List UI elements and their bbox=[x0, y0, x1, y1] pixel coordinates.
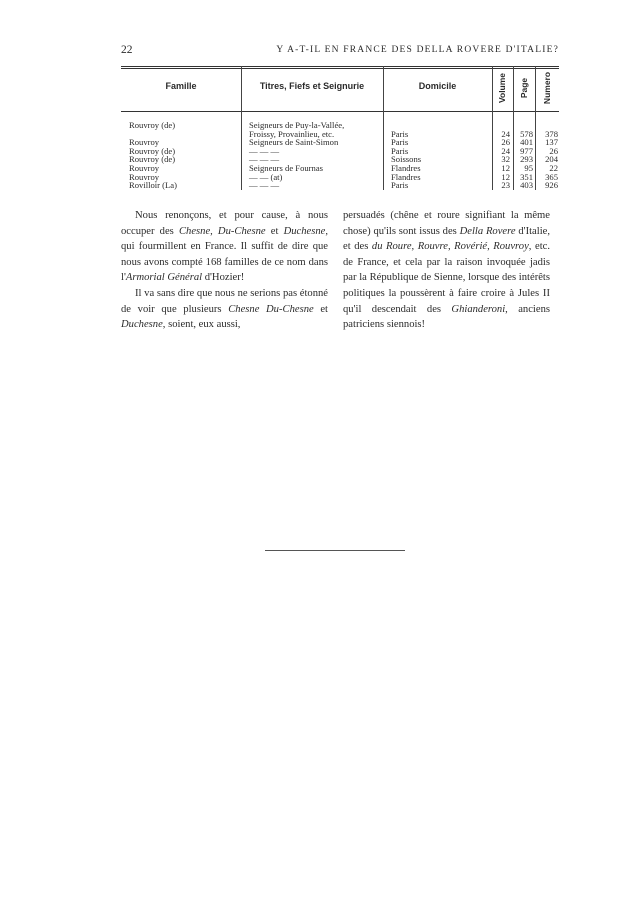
cell-volume: 32 bbox=[501, 154, 510, 165]
cell-famille: Rouvroy (de) bbox=[129, 145, 176, 156]
cell-page: 293 bbox=[520, 154, 533, 165]
text-run: , anciens patriciens siennois! bbox=[343, 303, 550, 331]
cell-domicile: Paris bbox=[391, 145, 409, 156]
cell-famille: Rovilloir (La) bbox=[129, 180, 177, 191]
cell-volume: 12 bbox=[501, 171, 510, 182]
cell-numero: 378 bbox=[545, 128, 558, 139]
cell-numero: 26 bbox=[549, 145, 558, 156]
text-run: , qui fourmillent en France. Il suffit de dire que nous avons compté 168 familles de ce nom dans l' bbox=[121, 225, 328, 284]
text-run: et bbox=[265, 225, 284, 237]
italic-run: Della Rovere bbox=[459, 225, 516, 237]
cell-volume: 26 bbox=[501, 137, 510, 148]
cell-titres: Seigneurs de Fournas bbox=[249, 163, 323, 173]
cell-volume: 12 bbox=[501, 163, 510, 173]
italic-run: Armorial Général bbox=[125, 272, 203, 284]
cell-page: 578 bbox=[520, 128, 533, 139]
cell-domicile: Paris bbox=[391, 180, 409, 191]
cell-domicile: Soissons bbox=[391, 154, 422, 165]
cell-numero: 137 bbox=[545, 137, 558, 148]
cell-domicile: Paris bbox=[391, 128, 409, 139]
text-run: Il va sans dire que nous ne serions pas étonné de voir que plusieurs bbox=[121, 287, 328, 315]
cell-titres: — — (at) bbox=[249, 171, 283, 182]
cell-page: 403 bbox=[520, 180, 533, 191]
italic-run: Ghianderoni bbox=[451, 303, 506, 315]
text-run: d'Italie, et des bbox=[343, 225, 550, 253]
cell-page: 401 bbox=[520, 137, 533, 148]
cell-titres: — — — bbox=[249, 180, 280, 191]
table-header-rule bbox=[121, 111, 559, 112]
text-column-left bbox=[121, 208, 328, 333]
cell-famille: Rouvroy bbox=[129, 163, 160, 173]
cell-famille: Rouvroy (de) bbox=[129, 154, 176, 165]
italic-run: du Roure, Rouvre, Rovérié, Rouvroy bbox=[371, 241, 529, 253]
header-page: Page bbox=[518, 77, 529, 99]
text-column-right bbox=[343, 208, 550, 333]
italic-run: Duchesne bbox=[121, 319, 163, 331]
text-run: , soient, eux aussi, bbox=[162, 319, 241, 331]
cell-titres: Seigneurs de Saint-Simon bbox=[249, 137, 339, 148]
cell-volume: 24 bbox=[501, 145, 510, 156]
cell-titres: — — — bbox=[249, 145, 280, 156]
italic-run: Chesne, Du-Chesne bbox=[178, 225, 266, 237]
cell-page: 977 bbox=[520, 145, 533, 156]
cell-numero: 204 bbox=[545, 154, 558, 165]
paragraph bbox=[121, 208, 328, 286]
page-number: 22 bbox=[121, 44, 133, 56]
table-row bbox=[121, 181, 559, 190]
cell-domicile: Flandres bbox=[391, 171, 421, 182]
paragraph bbox=[343, 208, 550, 333]
cell-page: 351 bbox=[520, 171, 533, 182]
cell-page: 95 bbox=[524, 163, 533, 173]
text-run: Nous renonçons, et pour cause, à nous occuper des bbox=[121, 210, 328, 237]
header-famille: Famille bbox=[165, 81, 197, 91]
cell-titres: — — — bbox=[249, 154, 280, 165]
genealogy-table bbox=[121, 66, 559, 190]
cell-volume: 23 bbox=[501, 180, 510, 191]
cell-numero: 22 bbox=[549, 163, 558, 173]
running-title: Y A-T-IL EN FRANCE DES DELLA ROVERE D'ITALIE? bbox=[276, 45, 559, 55]
running-header bbox=[121, 44, 559, 60]
header-volume: Volume bbox=[497, 72, 508, 104]
cell-famille: Rouvroy (de) bbox=[129, 120, 176, 130]
end-rule bbox=[265, 550, 405, 551]
text-run: persuadés (chêne et roure signifiant la même chose) qu'ils sont issus des bbox=[343, 210, 550, 237]
header-domicile: Domicile bbox=[418, 81, 457, 91]
cell-famille: Rouvroy bbox=[129, 137, 160, 148]
text-run: d'Hozier! bbox=[202, 272, 245, 284]
cell-famille: Rouvroy bbox=[129, 171, 160, 182]
cell-titres: Froissy, Provainlieu, etc. bbox=[249, 128, 335, 139]
table-top-rule bbox=[121, 66, 559, 67]
cell-titres: Seigneurs de Puy-la-Vallée, bbox=[249, 120, 345, 130]
cell-volume: 24 bbox=[501, 128, 510, 139]
header-numero: Numero bbox=[542, 71, 552, 105]
italic-run: Duchesne bbox=[283, 225, 326, 237]
cell-domicile: Paris bbox=[391, 137, 409, 148]
paragraph bbox=[121, 286, 328, 333]
text-run: et bbox=[313, 303, 328, 315]
text-run: , etc. de France, et cela par la raison invoquée jadis par la République de Sienne, lorsque des intérêts politiques la poussèrent à faire croire à Jules II qu'il descendait des bbox=[343, 241, 550, 315]
cell-domicile: Flandres bbox=[391, 163, 421, 173]
cell-numero: 926 bbox=[545, 180, 558, 191]
header-titres: Titres, Fiefs et Seignurie bbox=[259, 81, 365, 91]
italic-run: Chesne Du-Chesne bbox=[228, 303, 314, 315]
cell-numero: 365 bbox=[545, 171, 558, 182]
